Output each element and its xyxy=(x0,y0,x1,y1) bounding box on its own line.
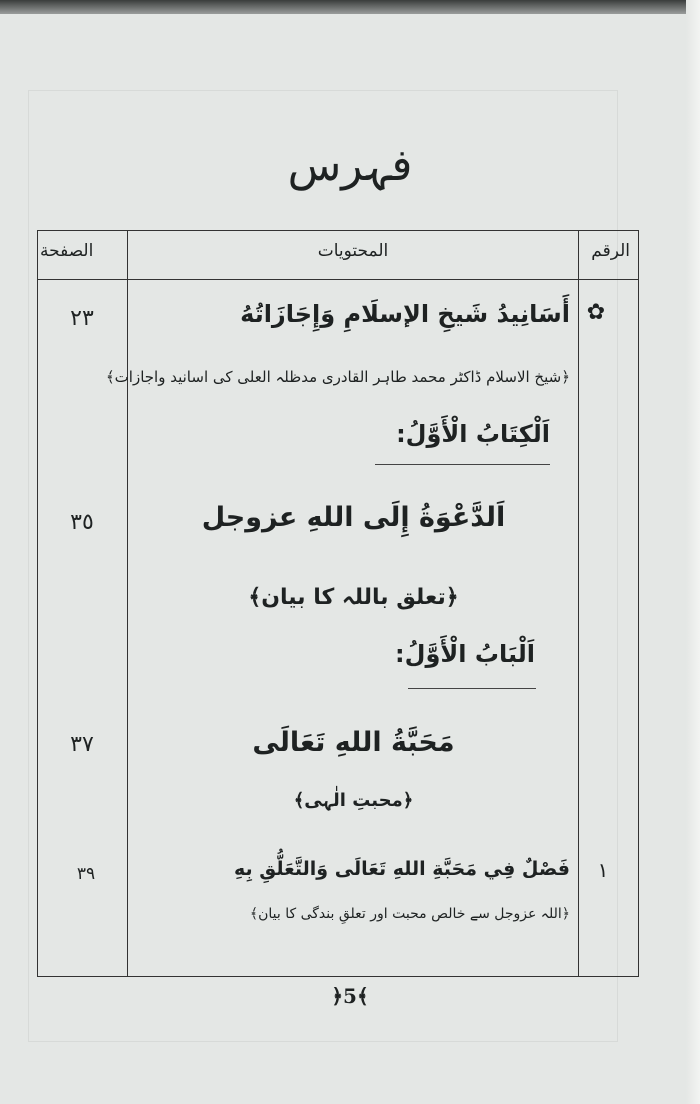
entry-page: ٣٩ xyxy=(76,864,96,884)
entry-page: ٣٧ xyxy=(70,732,94,757)
entry-title[interactable]: مَحَبَّةُ اللهِ تَعَالَى xyxy=(252,727,455,758)
entry-title[interactable]: فَصْلٌ فِي مَحَبَّةِ اللهِ تَعَالَى وَالتَّعَلُّقِ بِهِ xyxy=(234,858,570,880)
entry-title[interactable]: أَسَانِيدُ شَيخِ الإسلَامِ وَإِجَازَاتُهُ xyxy=(240,300,570,328)
entry-subtitle: ﴿شیخ الاسلام ڈاکٹر محمد طاہر القادری مدظلہ العلی کی اسانید واجازات﴾ xyxy=(105,368,570,386)
entry-subtitle: ﴿محبتِ الٰہی﴾ xyxy=(293,790,414,811)
section-heading: اَلْبَابُ الْأَوَّلُ: xyxy=(395,640,535,668)
column-divider xyxy=(127,231,128,976)
heading-underline xyxy=(408,688,536,689)
header-page: الصفحة xyxy=(40,241,94,261)
flower-icon: ✿ xyxy=(586,300,606,325)
column-divider xyxy=(578,231,579,976)
entry-title[interactable]: اَلدَّعْوَةُ إِلَى اللهِ عزوجل xyxy=(201,502,506,533)
entry-subtitle: ﴿اللہ عزوجل سے خالص محبت اور تعلقِ بندگی کا بیان﴾ xyxy=(249,906,570,922)
section-heading: اَلْكِتَابُ الْأَوَّلُ: xyxy=(396,420,550,448)
entry-subtitle: ﴿تعلق باللہ کا بیان﴾ xyxy=(248,585,459,610)
entry-page: ٣٥ xyxy=(70,510,94,535)
header-number: الرقم xyxy=(591,241,630,261)
header-contents: المحتويات xyxy=(317,241,389,261)
photo-edge xyxy=(0,0,700,14)
header-divider xyxy=(38,279,638,280)
page-number: ﴿5﴾ xyxy=(331,984,369,1008)
heading-underline xyxy=(375,464,550,465)
page-title: فہرس xyxy=(287,140,413,191)
entry-page: ٢٣ xyxy=(70,306,94,331)
entry-number: ١ xyxy=(597,858,609,882)
